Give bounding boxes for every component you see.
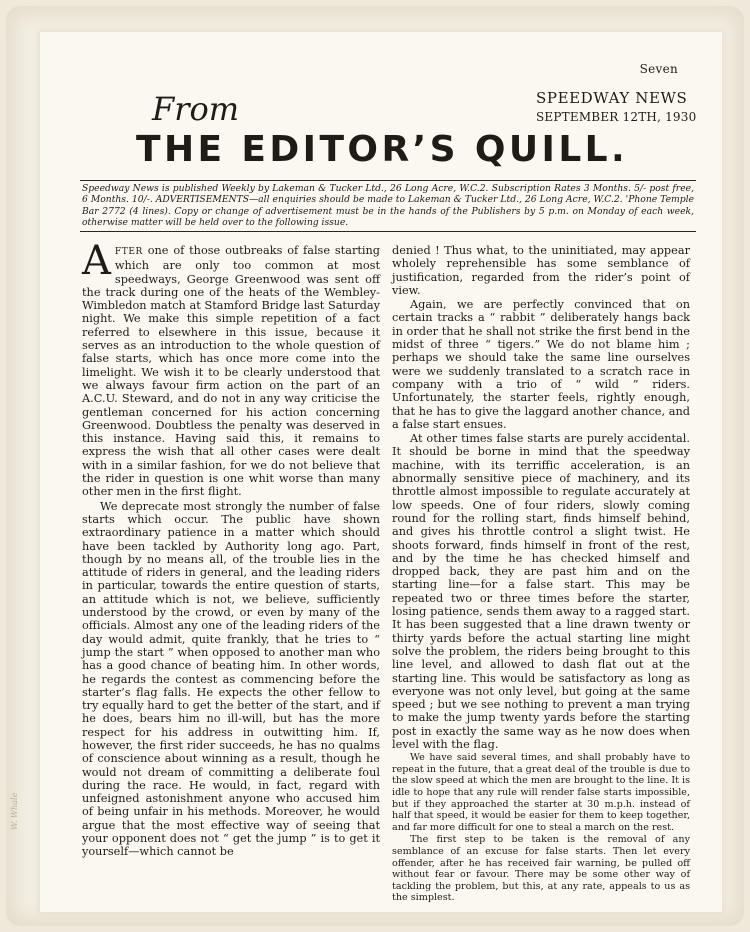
paragraph-7: The first step to be taken is the removal of any semblance of an excuse for false starts. Then let every offender, after he has received fair warning, be pulled off without fear or favour. There may be some other way of tackling the problem, but this, at any rate, appeals to us as the simplest.	[392, 834, 690, 904]
publication-block	[536, 88, 711, 126]
publisher-notice	[82, 183, 694, 229]
header-rule-bottom	[80, 231, 696, 232]
from-heading: From	[152, 90, 240, 128]
publication-date: SEPTEMBER 12TH, 1930	[536, 110, 697, 124]
paragraph-3: denied ! Thus what, to the uninitiated, may appear wholely reprehensible has some semblance of justification, regarded from the rider’s point of view.	[392, 244, 690, 297]
paragraph-6: We have said several times, and shall probably have to repeat in the future, that a great deal of the trouble is due to the slow speed at which the men are brought to the line. It is idle to hope that any rule will render false starts impossible, but if they approached the starter at 30 m.p.h. instead of half that speed, it would be easier for them to keep together, and far more difficult for one to steal a march on the rest.	[392, 752, 691, 833]
paragraph-4: Again, we are perfectly convinced that on certain tracks a “ rabbit ” deliberately hangs back in order that he shall not strike the first bend in the midst of three “ tigers.” We do not blame him ; perhaps we should take the same line ourselves were we suddenly translated to a scratch race in company with a trio of “ wild ” riders. Unfortunately, the starter feels, rightly enough, that he has to give the laggard another chance, and a false start ensues.	[392, 298, 690, 431]
article-column-left	[82, 238, 380, 860]
margin-signature: W. Whale	[10, 792, 19, 830]
publisher-notice-text: Speedway News is published Weekly by Lakeman & Tucker Ltd., 26 Long Acre, W.C.2. Subscription Rates 3 Months. 5/- post free, 6 Months. 10/-. ADVERTISEMENTS—all enquiries should be made to Lakeman & Tucker Ltd., 26 Long Acre, W.C.2. 'Phone Temple Bar 2772 (4 lines). Copy or change of advertisement must be in the hands of the Publishers by 5 p.m. on Monday of each week, otherwise matter will be held over to the following issue.	[82, 183, 694, 229]
publication-name: SPEEDWAY NEWS	[536, 89, 688, 107]
lead-caps: FTER	[114, 247, 143, 257]
paragraph-5: At other times false starts are purely accidental. It should be borne in mind that the speedway machine, with its terriffic acceleration, is an abnormally sensitive piece of machinery, and its throttle almost impossible to regulate accurately at low speeds. One of four riders, slowly coming round for the rolling start, finds himself behind, and gives his throttle control a slight twist. He shoots forward, finds himself in front of the rest, and by the time he has checked himself and dropped back, they are past him and on the starting line—for a false start. This may be repeated two or three times before the starter, losing patience, sends them away to a ragged start. It has been suggested that a line drawn twenty or thirty yards before the actual starting line might solve the problem, the riders being brought to this line level, and allowed to dash flat out at the starting line. This would be satisfactory as long as everyone was not only level, but going at the same speed ; but we see nothing to prevent a man trying to make the jump twenty yards before the starting post in exactly the same way as he now does when level with the flag.	[392, 432, 690, 751]
drop-cap: A	[82, 238, 111, 284]
article-column-right	[392, 244, 690, 905]
paragraph-2: We deprecate most strongly the number of false starts which occur. The public have shown extraordinary patience in a matter which should have been tackled by Authority long ago. Part, though by no means all, of the trouble lies in the attitude of riders in general, and the leading riders in particular, towards the entire question of starts, an attitude which is not, we believe, sufficiently understood by the crowd, or even by many of the officials. Almost any one of the leading riders of the day would admit, quite frankly, that he tries to “ jump the start ” when opposed to another man who has a good chance of beating him. In other words, he regards the contest as commencing before the starter’s flag falls. He expects the other fellow to try equally hard to get the better of the start, and if he does, bears him no ill-will, but has the more respect for his address in outwitting him. If, however, the first rider succeeds, he has no qualms of conscience about winning as a result, though he would not dream of committing a deliberate foul during the race. He would, in fact, regard with unfeigned astonishment anyone who accused him of being unfair in his methods. Moreover, he would argue that the most effective way of seeing that your opponent does not “ get the jump ” is to get it yourself—which cannot be	[82, 499, 380, 859]
paragraph-1: one of those outbreaks of false starting which are only too common at most speedways, George Greenwood was sent off the track during one of the heats of the Wembley-Wimbledon match at Stamford Bridge last Saturday night. We make this simple repetition of a fact referred to elsewhere in this issue, because it serves as an introduction to the whole question of false starts, which has once more come into the limelight. We wish it to be clearly understood that we always favour firm action on the part of an A.C.U. Steward, and do not in any way criticise the gentleman concerned for his action concerning Greenwood. Doubtless the penalty was deserved in this instance. Having said this, it remains to express the wish that all other cases were dealt with in a similar fashion, for we do not believe that the rider in question is one whit worse than many other men in the first flight.	[82, 244, 380, 499]
header-rule-top	[80, 180, 696, 181]
page-title: THE EDITOR’S QUILL.	[136, 129, 629, 170]
page-number: Seven	[639, 62, 678, 76]
article-paragraph	[82, 238, 380, 499]
